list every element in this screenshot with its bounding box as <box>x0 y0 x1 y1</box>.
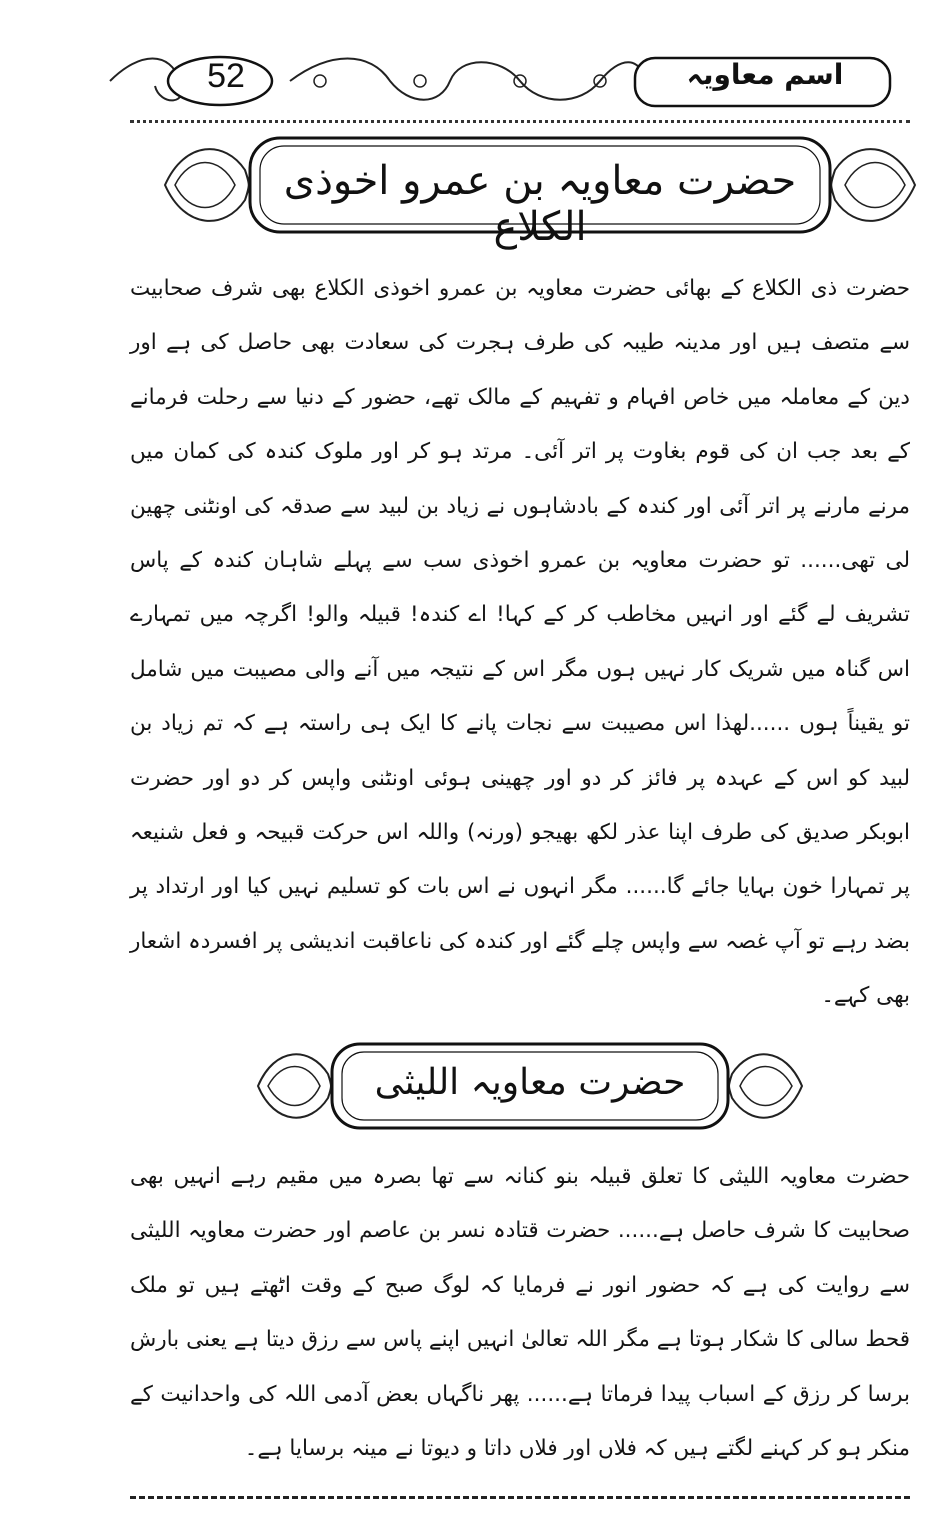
book-title: اسم معاویہ <box>686 58 844 91</box>
header-divider <box>130 120 910 123</box>
footer-divider <box>130 1496 910 1499</box>
paragraph: حضرت ذی الکلاع کے بھائی حضرت معاویہ بن عمرو اخوذی الکلاع بھی شرف صحابیت سے متصف ہیں اور مدینہ طیبہ کی طرف ہجرت کی سعادت بھی حاصل کی ہے اور دین کے معاملہ میں خاص افہام و تفہیم کے مالک تھے، حضور کے دنیا سے رحلت فرمانے کے بعد جب ان کی قوم بغاوت پر اتر آئی۔ مرتد ہو کر اور ملوک کندہ کی کمان میں مرنے مارنے پر اتر آئی اور کندہ کے بادشاہوں نے زیاد بن لبید سے صدقہ کی اونٹنی چھین لی تھی...... تو حضرت معاویہ بن عمرو اخوذی سب سے پہلے شاہان کندہ کے پاس تشریف لے گئے اور انہیں مخاطب کر کے کہا! اے کندہ! قبیلہ والو! اگرچہ میں تمہارے اس گناہ میں شریک کار نہیں ہوں مگر اس کے نتیجہ میں آنے والی مصیبت میں شامل تو یقیناً ہوں ......لھذا اس مصیبت سے نجات پانے کا ایک ہی راستہ ہے کہ تم زیاد بن لبید کو اس کے عہدہ پر فائز کر دو اور چھینی ہوئی اونٹنی واپس کر دو اور حضرت ابوبکر صدیق کی طرف اپنا عذر لکھ بھیجو (ورنہ) واللہ اس حرکت قبیحہ و فعل شنیعہ پر تمہارا خون بہایا جائے گا...... مگر انہوں نے اس بات کو تسلیم نہیں کیا اور ارتداد پر بضد رہے تو آپ غصہ سے واپس چلے گئے اور کندہ کی ناعاقبت اندیشی پر افسردہ اشعار بھی کہے۔ <box>130 276 910 1009</box>
section-heading-frame <box>250 1036 810 1136</box>
section-body <box>130 1150 910 1476</box>
section-heading: حضرت معاویہ بن عمرو اخوذی الکلاع <box>283 158 797 250</box>
section-heading-frame <box>155 130 925 250</box>
section-heading: حضرت معاویہ اللیثی <box>374 1062 686 1103</box>
page-number: 52 <box>207 57 245 95</box>
section-body <box>130 262 910 1024</box>
paragraph: حضرت معاویہ اللیثی کا تعلق قبیلہ بنو کنانہ سے تھا بصرہ میں مقیم رہے انہیں بھی صحابیت کا شرف حاصل ہے...... حضرت قتادہ نسر بن عاصم اور حضرت معاویہ اللیثی سے روایت کی ہے کہ حضور انور نے فرمایا کہ لوگ صبح کے وقت اٹھتے ہیں تو ملک قحط سالی کا شکار ہوتا ہے مگر اللہ تعالیٰ انہیں اپنے پاس سے رزق دیتا ہے یعنی بارش برسا کر رزق کے اسباب پیدا فرماتا ہے...... پھر ناگہاں بعض آدمی اللہ کی واحدانیت کے منکر ہو کر کہنے لگتے ہیں کہ فلاں اور فلاں داتا و دیوتا نے مینہ برسایا ہے۔ <box>130 1164 910 1462</box>
